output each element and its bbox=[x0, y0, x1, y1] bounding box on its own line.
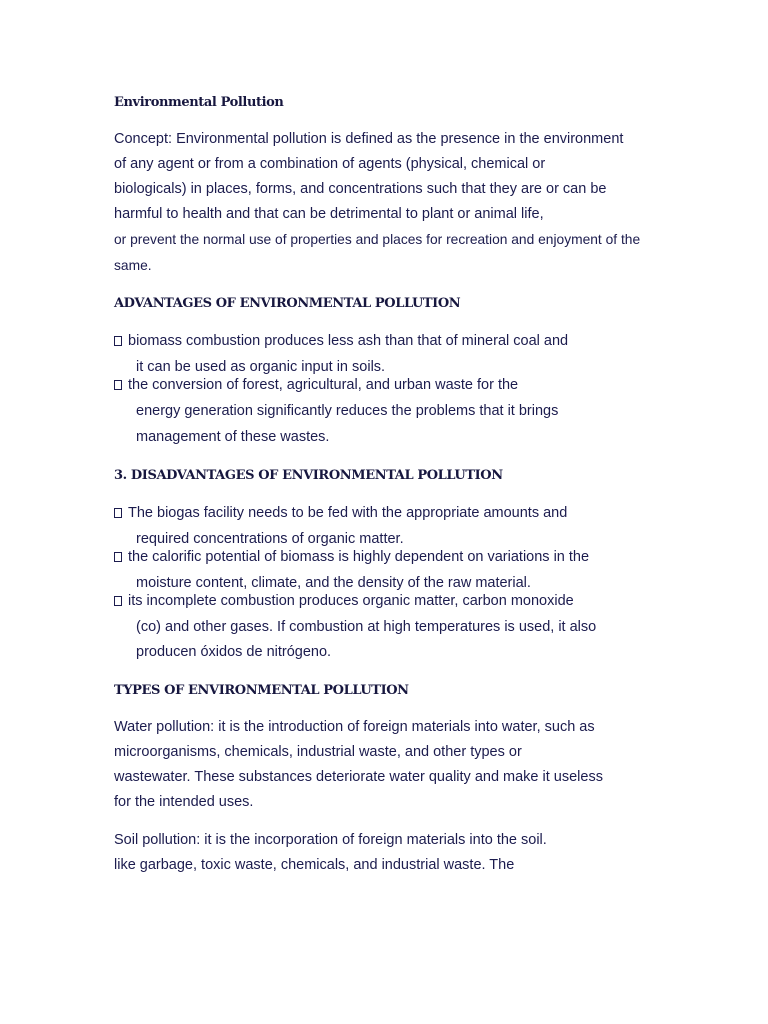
disadvantage-item bbox=[114, 549, 589, 565]
advantage-text: the conversion of forest, agricultural, and urban waste for the bbox=[128, 377, 519, 393]
concept-line: biologicals) in places, forms, and concentrations such that they are or can be bbox=[114, 181, 607, 197]
advantages-heading: ADVANTAGES OF ENVIRONMENTAL POLLUTION bbox=[114, 296, 461, 311]
advantage-continuation: it can be used as organic input in soils. bbox=[136, 359, 386, 375]
bullet-box-icon bbox=[114, 596, 122, 606]
soil-pollution-line: Soil pollution: it is the incorporation of foreign materials into the soil. bbox=[114, 832, 547, 848]
bullet-box-icon bbox=[114, 552, 122, 562]
advantage-continuation: management of these wastes. bbox=[136, 429, 330, 445]
disadvantage-text: The biogas facility needs to be fed with the appropriate amounts and bbox=[128, 505, 568, 521]
disadvantage-item bbox=[114, 505, 567, 521]
concept-line: harmful to health and that can be detrimental to plant or animal life, bbox=[114, 206, 544, 222]
disadvantage-continuation: producen óxidos de nitrógeno. bbox=[136, 644, 332, 660]
concept-line: or prevent the normal use of properties and places for recreation and enjoyment of the bbox=[114, 232, 641, 247]
disadvantages-heading: 3. DISADVANTAGES OF ENVIRONMENTAL POLLUTION bbox=[114, 468, 503, 483]
advantage-item bbox=[114, 377, 518, 393]
advantage-continuation: energy generation significantly reduces the problems that it brings bbox=[136, 403, 559, 419]
water-pollution-line: for the intended uses. bbox=[114, 794, 254, 810]
concept-line: of any agent or from a combination of agents (physical, chemical or bbox=[114, 156, 546, 172]
bullet-box-icon bbox=[114, 380, 122, 390]
water-pollution-line: Water pollution: it is the introduction of foreign materials into water, such as bbox=[114, 719, 595, 735]
disadvantage-continuation: (co) and other gases. If combustion at high temperatures is used, it also bbox=[136, 619, 597, 635]
water-pollution-line: microorganisms, chemicals, industrial waste, and other types or bbox=[114, 744, 522, 760]
bullet-box-icon bbox=[114, 336, 122, 346]
concept-line: same. bbox=[114, 258, 152, 273]
types-heading: TYPES OF ENVIRONMENTAL POLLUTION bbox=[114, 683, 409, 698]
concept-line: Concept: Environmental pollution is defined as the presence in the environment bbox=[114, 131, 624, 147]
water-pollution-line: wastewater. These substances deteriorate water quality and make it useless bbox=[114, 769, 603, 785]
disadvantage-text: its incomplete combustion produces organic matter, carbon monoxide bbox=[128, 593, 574, 609]
soil-pollution-line: like garbage, toxic waste, chemicals, and industrial waste. The bbox=[114, 857, 515, 873]
document-title: Environmental Pollution bbox=[114, 95, 284, 110]
disadvantage-item bbox=[114, 593, 574, 609]
bullet-box-icon bbox=[114, 508, 122, 518]
advantage-item bbox=[114, 333, 568, 349]
advantage-text: biomass combustion produces less ash than that of mineral coal and bbox=[128, 333, 569, 349]
disadvantage-continuation: required concentrations of organic matter. bbox=[136, 531, 404, 547]
disadvantage-continuation: moisture content, climate, and the density of the raw material. bbox=[136, 575, 531, 591]
disadvantage-text: the calorific potential of biomass is highly dependent on variations in the bbox=[128, 549, 590, 565]
